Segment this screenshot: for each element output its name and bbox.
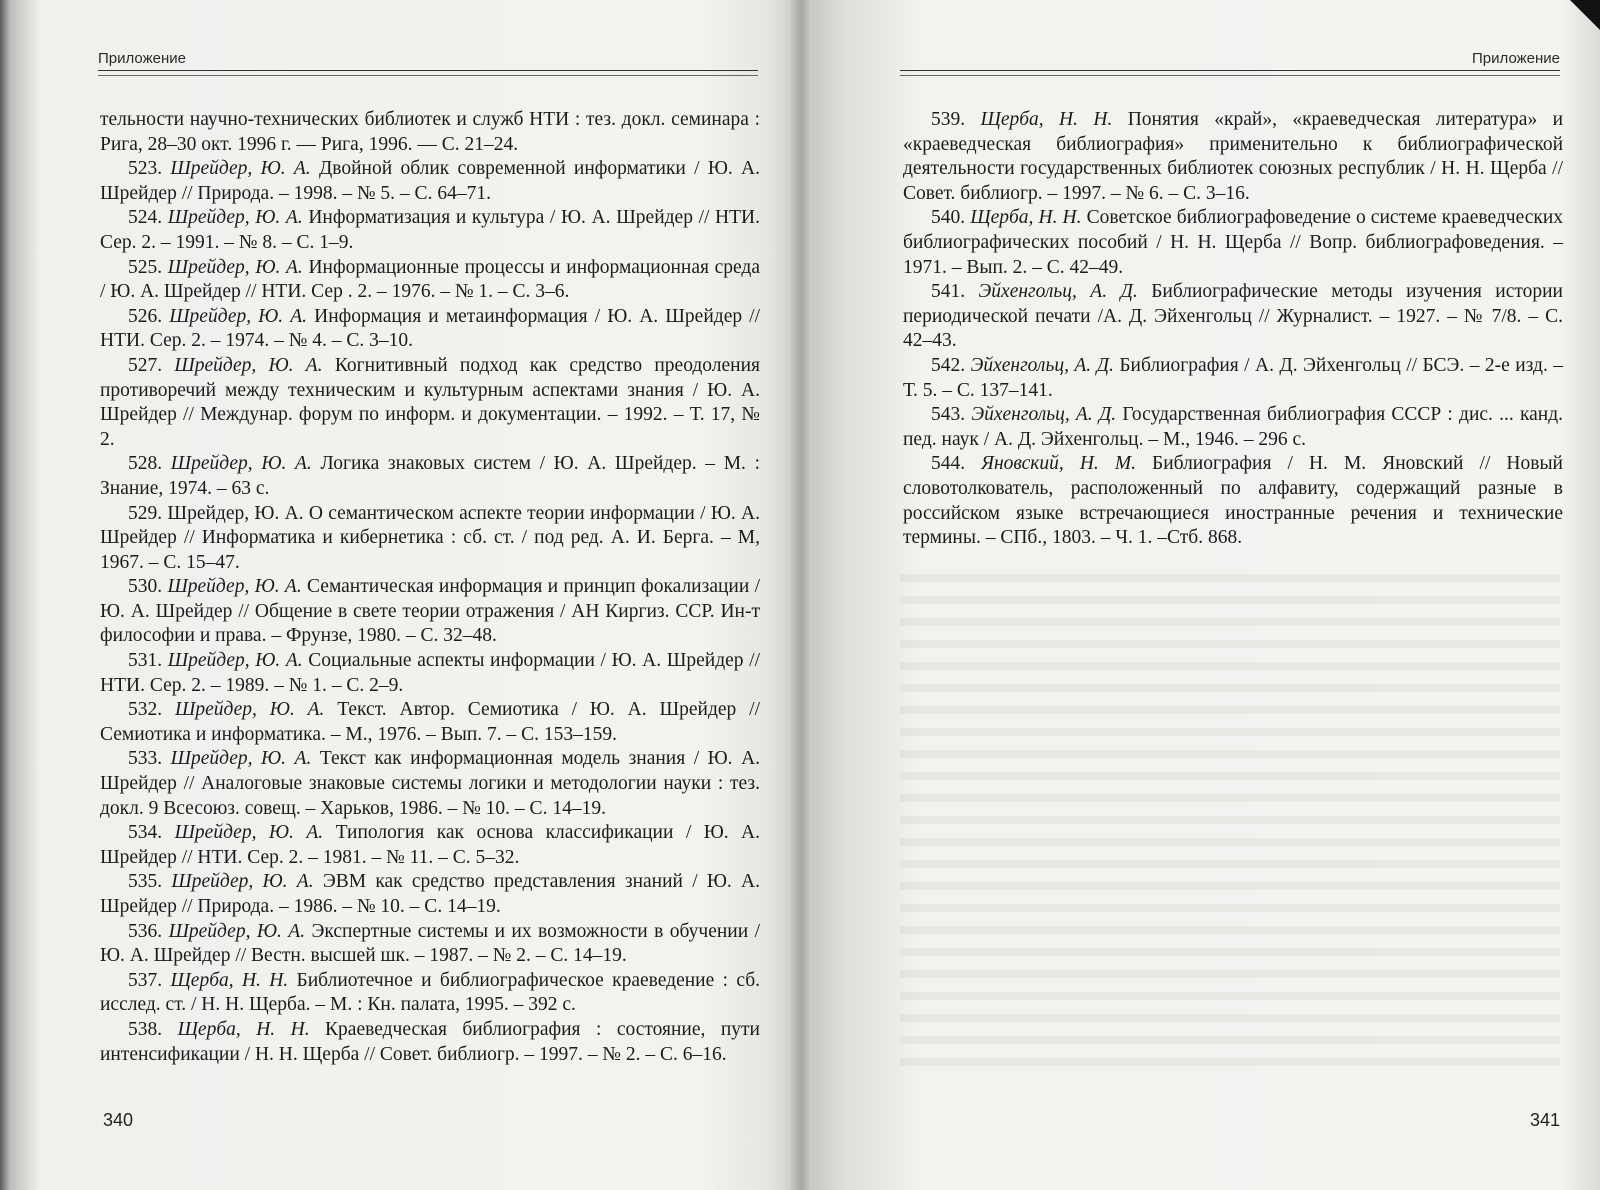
continuation-paragraph: тельности научно-технических библиотек и служб НТИ : тез. докл. семинара : Рига, 28–30 окт. 1996 г. — Рига, 1996. — С. 21–24. bbox=[100, 109, 760, 155]
show-through-texture bbox=[900, 560, 1560, 1070]
bibliography-entry bbox=[903, 403, 1563, 452]
entry-list bbox=[903, 108, 1563, 551]
entry-number: 526. bbox=[128, 305, 163, 327]
entry-text: Советское библиографоведение о системе краеведческих библиографических пособий / Н. Н. Щерба // Вопр. библиографоведения. – 1971. – Вып. 2. – С. 42–49. bbox=[903, 207, 1564, 278]
bibliography-entry bbox=[100, 354, 760, 452]
entry-number: 542. bbox=[931, 354, 966, 376]
entry-number: 524. bbox=[128, 207, 163, 229]
entry-text: Информация и метаинформация / Ю. А. Шрейдер // НТИ. Сер. 2. – 1974. – № 4. – С. 3–10. bbox=[100, 305, 761, 352]
bibliography-entry bbox=[903, 108, 1563, 206]
bibliography-entry bbox=[903, 206, 1563, 280]
entry-author: Шрейдер, Ю. А. bbox=[167, 650, 303, 672]
entry-number: 544. bbox=[931, 453, 966, 475]
bibliography-entry bbox=[100, 870, 760, 919]
entry-author: Шрейдер, Ю. А. bbox=[170, 158, 311, 180]
entry-text: Информатизация и культура / Ю. А. Шрейдер // НТИ. Сер. 2. – 1991. – № 8. – С. 1–9. bbox=[100, 207, 761, 253]
header-rule-thin bbox=[900, 75, 1560, 76]
bibliography-entry bbox=[100, 821, 760, 870]
entry-number: 533. bbox=[128, 748, 163, 770]
running-head: Приложение bbox=[98, 50, 186, 67]
entry-author: Шрейдер, Ю. А. bbox=[170, 748, 312, 770]
page-number: 340 bbox=[103, 1110, 134, 1130]
entry-text: Шрейдер, Ю. А. О семантическом аспекте теории информации / Ю. А. Шрейдер // Информатика и кибернетика : сб. ст. / под ред. А. И. Берга. – М, 1967. – С. 15–47. bbox=[100, 502, 760, 573]
entry-number: 535. bbox=[128, 871, 163, 893]
entry-number: 527. bbox=[128, 354, 163, 376]
bibliography-entry bbox=[100, 305, 760, 354]
entry-number: 537. bbox=[128, 969, 163, 991]
entry-text: ЭВМ как средство представления знаний / Ю. А. Шрейдер // Природа. – 1986. – № 10. – С. 14–19. bbox=[100, 871, 761, 917]
entry-number: 529. bbox=[128, 502, 163, 524]
page-number: 341 bbox=[1529, 1110, 1560, 1130]
entry-number: 540. bbox=[931, 207, 966, 229]
entry-number: 541. bbox=[931, 281, 966, 303]
entry-text: Типология как основа классификации / Ю. А. Шрейдер // НТИ. Сер. 2. – 1981. – № 11. – С. 5–32. bbox=[100, 822, 761, 868]
bibliography-entry bbox=[903, 354, 1563, 403]
header-rule bbox=[900, 70, 1560, 71]
entry-number: 523. bbox=[128, 158, 163, 180]
bibliography-entry bbox=[100, 920, 760, 969]
entry-text: Экспертные системы и их возможности в обучении / Ю. А. Шрейдер // Вестн. высшей шк. – 1987. – № 2. – С. 14–19. bbox=[100, 920, 761, 967]
entry-text: Библиография / А. Д. Эйхенгольц // БСЭ. – 2-е изд. – Т. 5. – С. 137–141. bbox=[903, 354, 1563, 401]
entry-text: Информационные процессы и информационная среда / Ю. А. Шрейдер // НТИ. Сер . 2. – 1976. – № 1. – С. 3–6. bbox=[100, 256, 761, 303]
bibliography-entry bbox=[100, 969, 760, 1018]
bibliography-entry bbox=[100, 502, 760, 576]
entry-number: 536. bbox=[128, 920, 163, 942]
entry-text: Логика знаковых систем / Ю. А. Шрейдер. – М. : Знание, 1974. – 63 с. bbox=[100, 453, 761, 499]
entry-number: 530. bbox=[128, 576, 163, 598]
entry-text: Государственная библиография СССР : дис. ... канд. пед. наук / А. Д. Эйхенгольц. – М., 1946. – 296 с. bbox=[903, 404, 1564, 450]
entry-author: Шрейдер, Ю. А. bbox=[174, 822, 324, 844]
entry-author: Эйхенгольц, А. Д. bbox=[978, 281, 1138, 303]
bibliography-entry bbox=[100, 747, 760, 821]
entry-number: 543. bbox=[931, 404, 966, 426]
bibliography-entry bbox=[903, 452, 1563, 550]
entry-author: Шрейдер, Ю. А. bbox=[174, 354, 323, 376]
entry-number: 538. bbox=[128, 1018, 163, 1040]
entry-author: Щерба, Н. Н. bbox=[980, 109, 1113, 130]
entry-number: 532. bbox=[128, 699, 163, 721]
entry-text: Библиографические методы изучения истории периодической печати /А. Д. Эйхенгольц // Журналист. – 1927. – № 7/8. – С. 42–43. bbox=[903, 281, 1563, 352]
bibliography-text bbox=[903, 108, 1563, 551]
entry-author: Щерба, Н. Н. bbox=[170, 969, 289, 991]
entry-text: Библиография / Н. М. Яновский // Новый словотолкователь, расположенный по алфавиту, содержащий разные в российском языке встречающиеся иностранные речения и технические термины. – СПб., 1803. – Ч. 1. –Стб. 868. bbox=[903, 453, 1563, 549]
entry-number: 525. bbox=[128, 256, 163, 278]
running-head: Приложение bbox=[1472, 50, 1560, 67]
entry-author: Шрейдер, Ю. А. bbox=[167, 576, 302, 598]
right-page bbox=[800, 0, 1600, 1190]
entry-number: 531. bbox=[128, 650, 163, 672]
bibliography-entry bbox=[100, 452, 760, 501]
entry-author: Эйхенгольц, А. Д. bbox=[970, 354, 1114, 376]
bibliography-entry bbox=[100, 206, 760, 255]
entry-text: Понятия «край», «краеведческая литература» и «краеведческая библиография» применительно к библиографической деятельности государственных библиотек союзных республик / Н. Н. Щерба // Совет. библиогр. – 1997. – № 6. – С. 3–16. bbox=[903, 109, 1564, 204]
header-rule bbox=[98, 70, 758, 71]
bibliography-entry bbox=[100, 256, 760, 305]
header-rule-thin bbox=[98, 75, 758, 76]
bibliography-entry bbox=[903, 280, 1563, 354]
entry-text: Социальные аспекты информации / Ю. А. Шрейдер // НТИ. Сер. 2. – 1989. – № 1. – С. 2–9. bbox=[100, 650, 761, 696]
entry-list bbox=[100, 157, 760, 1067]
entry-author: Шрейдер, Ю. А. bbox=[167, 207, 303, 229]
entry-number: 534. bbox=[128, 822, 163, 844]
entry-text: Библиотечное и библиографическое краеведение : сб. исслед. ст. / Н. Н. Щерба. – М. : Кн. палата, 1995. – 392 с. bbox=[100, 969, 761, 1016]
bibliography-entry bbox=[100, 157, 760, 206]
entry-text: Текст как информационная модель знания / Ю. А. Шрейдер // Аналоговые знаковые системы логики и методологии науки : тез. докл. 9 Всесоюз. совещ. – Харьков, 1986. – № 10. – С. 14–19. bbox=[100, 748, 761, 819]
entry-text: Краеведческая библиография : состояние, пути интенсификации / Н. Н. Щерба // Совет. библиогр. – 1997. – № 2. – С. 6–16. bbox=[100, 1018, 760, 1065]
bibliography-entry bbox=[100, 649, 760, 698]
entry-author: Шрейдер, Ю. А. bbox=[168, 920, 306, 942]
bibliography-entry bbox=[100, 1018, 760, 1067]
entry-author: Шрейдер, Ю. А. bbox=[171, 871, 314, 893]
entry-text: Семантическая информация и принцип фокализации / Ю. А. Шрейдер // Общение в свете теории отражения / АН Киргиз. ССР. Ин-т философии и права. – Фрунзе, 1980. – С. 32–48. bbox=[100, 576, 761, 647]
bibliography-text bbox=[100, 108, 760, 1067]
entry-text: Текст. Автор. Семиотика / Ю. А. Шрейдер // Семиотика и информатика. – М., 1976. – Вып. 7. – С. 153–159. bbox=[100, 699, 760, 745]
entry-author: Шрейдер, Ю. А. bbox=[174, 699, 325, 721]
entry-author: Шрейдер, Ю. А. bbox=[169, 305, 308, 327]
entry-author: Эйхенгольц, А. Д. bbox=[971, 404, 1117, 426]
book-gutter bbox=[790, 0, 812, 1190]
entry-author: Щерба, Н. Н. bbox=[177, 1018, 310, 1040]
entry-text: Двойной облик современной информатики / Ю. А. Шрейдер // Природа. – 1998. – № 5. – С. 64–71. bbox=[100, 158, 761, 204]
entry-author: Яновский, Н. М. bbox=[981, 453, 1136, 475]
entry-number: 539. bbox=[931, 109, 966, 130]
entry-number: 528. bbox=[128, 453, 163, 475]
bibliography-entry bbox=[100, 575, 760, 649]
entry-text: Когнитивный подход как средство преодоления противоречий между техническим и культурным аспектами знания / Ю. А. Шрейдер // Междунар. форум по информ. и документации. – 1992. – Т. 17, № 2. bbox=[100, 354, 761, 450]
bibliography-entry bbox=[100, 698, 760, 747]
entry-author: Шрейдер, Ю. А. bbox=[170, 453, 312, 475]
entry-author: Щерба, Н. Н. bbox=[970, 207, 1082, 229]
entry-author: Шрейдер, Ю. А. bbox=[167, 256, 303, 278]
